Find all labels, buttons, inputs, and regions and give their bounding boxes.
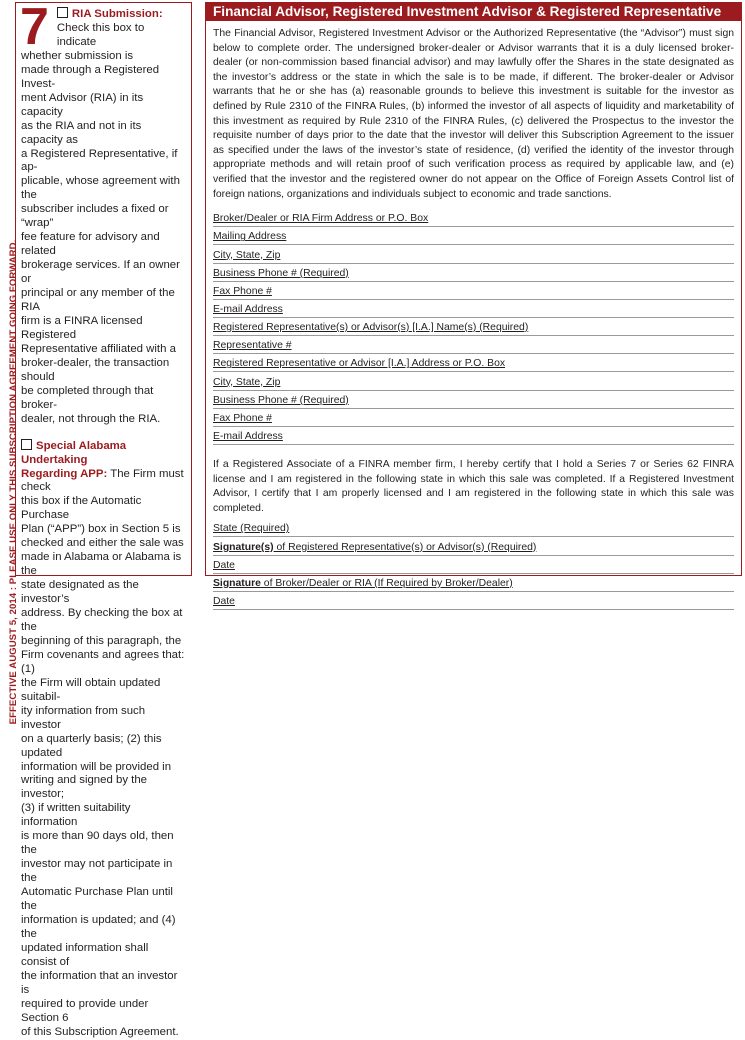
- alabama-text-line: (3) if written suitability information: [21, 802, 131, 829]
- date-label: Date: [213, 559, 235, 571]
- advisor-field[interactable]: [213, 393, 734, 409]
- advisor-field-label: Broker/Dealer or RIA Firm Address or P.O. Box: [213, 213, 429, 225]
- advisor-field[interactable]: [213, 338, 734, 354]
- alabama-text-line: Automatic Purchase Plan until the: [21, 886, 173, 913]
- advisor-field-label: City, State, Zip: [213, 376, 281, 388]
- advisor-field-label: Representative #: [213, 340, 292, 352]
- ria-text-line: firm is a FINRA licensed Registered: [21, 314, 143, 341]
- ria-text-line: ment Advisor (RIA) in its capacity: [21, 91, 144, 118]
- advisor-field-label: Fax Phone #: [213, 412, 272, 424]
- advisor-field[interactable]: [213, 429, 734, 445]
- advisor-field[interactable]: [213, 320, 734, 336]
- advisor-field-label: City, State, Zip: [213, 249, 281, 261]
- date-field[interactable]: [213, 558, 734, 574]
- alabama-text-line: this box if the Automatic Purchase: [21, 495, 142, 522]
- advisor-field[interactable]: [213, 266, 734, 282]
- alabama-text-line: ity information from such investor: [21, 704, 146, 731]
- signature-label-rest: of Registered Representative(s) or Advisor(s) (Required): [273, 541, 537, 553]
- alabama-text-line: is more than 90 days old, then the: [21, 830, 174, 857]
- ria-heading: RIA Submission:: [71, 8, 163, 20]
- ria-text-line: plicable, whose agreement with the: [21, 175, 180, 202]
- ria-description: [21, 22, 185, 427]
- alabama-text-line: Firm covenants and agrees that: (1): [21, 648, 185, 675]
- ria-text-line: be completed through that broker-: [21, 384, 154, 411]
- representative-signature-field[interactable]: [213, 540, 734, 556]
- alabama-heading-row: [21, 468, 185, 496]
- advisor-field[interactable]: [213, 211, 734, 227]
- alabama-text-line: Plan (“APP”) box in Section 5 is: [21, 523, 181, 536]
- ria-text-line: Check this box to indicate: [56, 21, 145, 48]
- section-7-panel: [15, 0, 192, 1038]
- advisor-field-label: E-mail Address: [213, 303, 283, 315]
- alabama-text-line: state designated as the investor’s: [21, 579, 139, 606]
- advisor-field[interactable]: [213, 248, 734, 264]
- alabama-heading-2: Regarding APP:: [21, 467, 108, 480]
- ria-text-line: a Registered Representative, if ap-: [21, 147, 178, 174]
- advisor-field[interactable]: [213, 375, 734, 391]
- alabama-text-line: investor may not participate in the: [21, 858, 173, 885]
- state-label: State (Required): [213, 523, 290, 535]
- signature-bold-label: Signature(s): [213, 541, 274, 553]
- alabama-text-line: made in Alabama or Alabama is the: [21, 551, 182, 578]
- alabama-heading-1: Special Alabama Undertaking: [21, 439, 127, 466]
- ria-text-line: principal or any member of the RIA: [21, 287, 175, 314]
- ria-text-line: subscriber includes a fixed or “wrap”: [21, 203, 169, 230]
- broker-signature-field[interactable]: [213, 576, 734, 592]
- certification-paragraph: If a Registered Associate of a FINRA member firm, I hereby certify that I hold a Series 7 or Series 62 FINRA license and I am registered in the following state in which this sale was completed. If a Registered Investment Advisor, I certify that I am properly licensed and I am registered in the following state in which this sale was completed.: [213, 458, 734, 514]
- alabama-text-line: on a quarterly basis; (2) this updated: [21, 732, 162, 759]
- advisor-field[interactable]: [213, 302, 734, 318]
- alabama-text-line: required to provide under Section 6: [21, 997, 149, 1024]
- ria-text-line: broker-dealer, the transaction should: [21, 356, 170, 383]
- alabama-text-line: checked and either the sale was: [21, 537, 184, 550]
- alabama-text-line: the Firm will obtain updated suitabil-: [21, 676, 161, 703]
- advisor-field[interactable]: [213, 411, 734, 427]
- broker-signature-bold-label: Signature: [213, 577, 261, 589]
- ria-text-line: Representative affiliated with a: [21, 342, 176, 355]
- ria-submission-block: [20, 0, 185, 427]
- broker-date-label: Date: [213, 596, 235, 608]
- advisor-section-title: Financial Advisor, Registered Investment Advisor & Registered Representative: [206, 3, 741, 21]
- alabama-text-line: information will be provided in: [21, 760, 172, 773]
- ria-text-line: fee feature for advisory and related: [21, 231, 160, 258]
- section-number: 7: [20, 0, 49, 56]
- advisor-field-label: Business Phone # (Required): [213, 267, 349, 279]
- effective-date-banner: EFFECTIVE AUGUST 5, 2014 : PLEASE USE ONLY THIS SUBSCRIPTION AGREEMENT GOING FORWARD.: [8, 239, 19, 725]
- advisor-fields: [213, 211, 734, 445]
- advisor-field[interactable]: [213, 229, 734, 245]
- ria-text-line: as the RIA and not in its capacity as: [21, 119, 142, 146]
- alabama-description: [21, 468, 185, 1040]
- alabama-text-line: address. By checking the box at the: [21, 607, 183, 633]
- alabama-app-checkbox[interactable]: [21, 439, 32, 450]
- alabama-text-line: The Firm must check: [21, 467, 184, 494]
- alabama-text-line: of this Subscription Agreement.: [21, 1025, 179, 1038]
- ria-text-line: dealer, not through the RIA.: [21, 412, 161, 425]
- advisor-intro-paragraph: The Financial Advisor, Registered Investment Advisor or the Authorized Representative (the “Advisor”) must sign below to complete order. The undersigned broker-dealer or Advisor warrants that it is a duly licensed broker-dealer (or non-commission based financial advisor) and may lawfully offer the Shares in the state designated as the investor’s address or the state in which the sale is to be made, if different. The broker-dealer or Advisor warrants that he or she has (a) reasonable grounds to believe this investment is suitable for the investor as defined by Rule 2310 of the FINRA Rules, (b) informed the investor of all aspects of liquidity and marketability of this investment as required by Rule 2310 of the FINRA Rules, (c) delivered the Prospectus to the investor the requisite number of days prior to the date that the investor will deliver this Subscription Agreement to the issuer as specified under the laws of the investor’s state of residence, (d) verified the identity of the investor through appropriate methods and will retain proof of such verification process as required by applicable law, and (e) verified that the investor and the registered owner do not appear on the Office of Foreign Assets Control list of foreign nations, organizations and individuals subject to economic and trade sanctions.: [213, 28, 734, 200]
- alabama-block: [21, 439, 185, 1040]
- ria-text-line: made through a Registered Invest-: [21, 63, 160, 90]
- alabama-text-line: beginning of this paragraph, the: [21, 634, 182, 647]
- advisor-field-label: Fax Phone #: [213, 285, 272, 297]
- alabama-text-line: writing and signed by the investor;: [21, 774, 148, 801]
- advisor-field-label: Registered Representative or Advisor [I.A.] Address or P.O. Box: [213, 358, 506, 370]
- advisor-field[interactable]: [213, 356, 734, 372]
- state-field[interactable]: [213, 521, 734, 537]
- ria-text-line: brokerage services. If an owner or: [21, 259, 180, 286]
- alabama-text-line: information is updated; and (4) the: [21, 914, 176, 940]
- advisor-field-label: Mailing Address: [213, 231, 287, 243]
- ria-text-line: whether submission is: [21, 49, 134, 62]
- advisor-panel: [205, 2, 742, 608]
- advisor-field-label: E-mail Address: [213, 430, 283, 442]
- advisor-field[interactable]: [213, 284, 734, 300]
- broker-date-field[interactable]: [213, 594, 734, 610]
- advisor-field-label: Registered Representative(s) or Advisor(s) [I.A.] Name(s) (Required): [213, 322, 529, 334]
- alabama-text-line: updated information shall consist of: [21, 941, 149, 968]
- advisor-field-label: Business Phone # (Required): [213, 394, 349, 406]
- broker-signature-label-rest: of Broker/Dealer or RIA (If Required by Broker/Dealer): [260, 577, 513, 589]
- ria-submission-checkbox[interactable]: [57, 7, 68, 18]
- alabama-text-line: the information that an investor is: [21, 969, 178, 996]
